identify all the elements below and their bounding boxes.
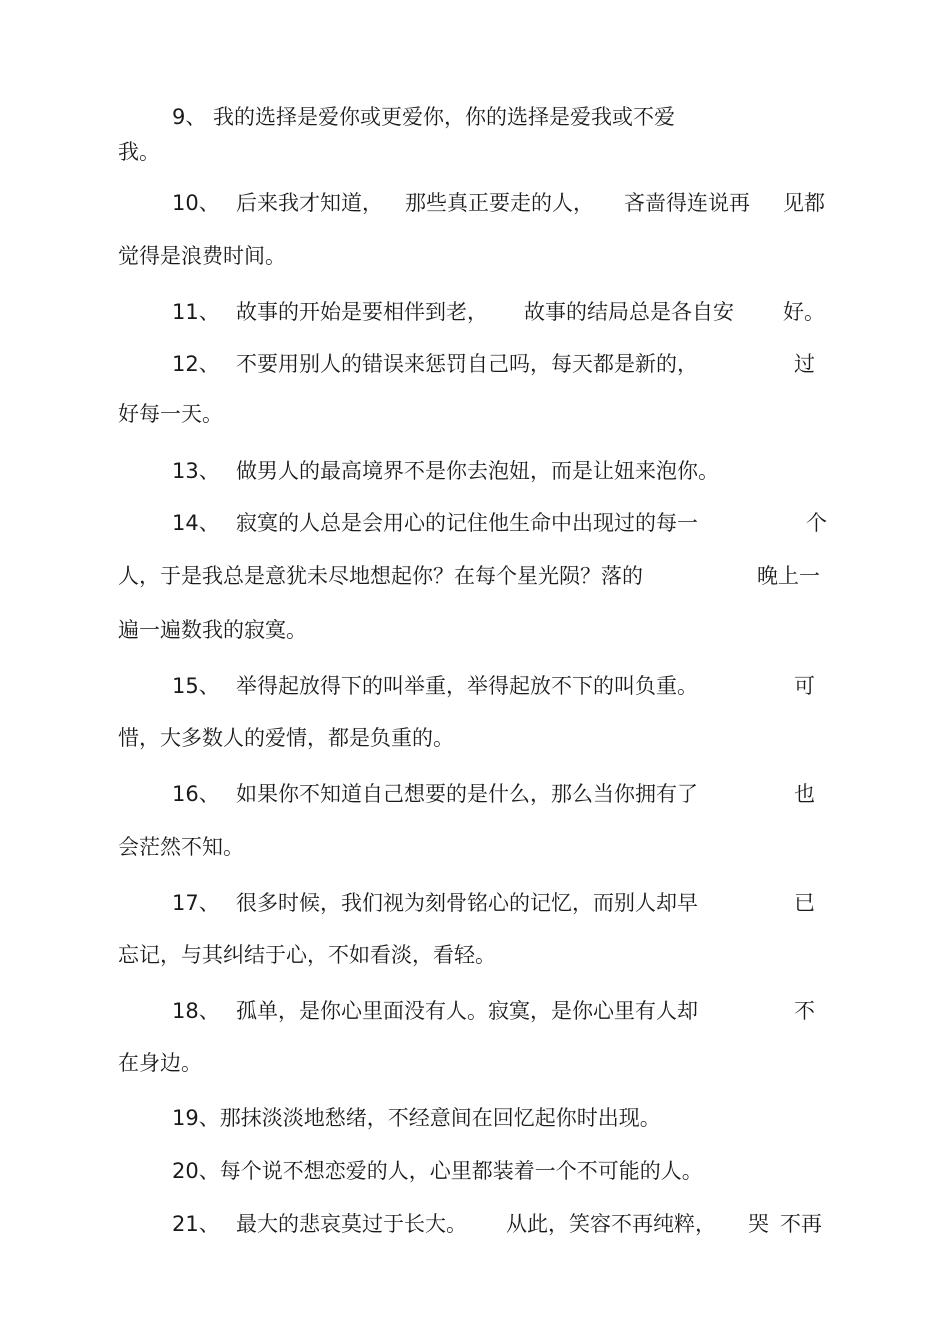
text-segment: 那些真正要走的人，	[405, 191, 594, 215]
text-segment: 从此，笑容不再纯粹，	[506, 1212, 716, 1236]
item-number: 12、	[172, 352, 220, 376]
text-segment: 可	[794, 674, 815, 698]
item-number: 18、	[172, 999, 220, 1023]
text-segment: 如果你不知道自己想要的是什么，那么当你拥有了	[236, 782, 698, 806]
text-line	[0, 1098, 950, 1138]
text-segment: 吝啬得连说再	[624, 191, 750, 215]
text-line	[0, 774, 950, 814]
text-segment: 晚上一	[757, 564, 820, 588]
item-number: 17、	[172, 891, 220, 915]
item-number: 9、	[172, 105, 207, 129]
item-number: 13、	[172, 459, 220, 483]
item-number: 15、	[172, 674, 220, 698]
text-line	[0, 827, 950, 867]
text-line	[0, 503, 950, 543]
text-segment: 人，于是我总是意犹未尽地想起你？在每个星光陨？落的	[118, 564, 643, 588]
text-line	[0, 451, 950, 491]
text-segment: 做男人的最高境界不是你去泡妞，而是让妞来泡你。	[236, 459, 719, 483]
text-segment: 不再	[780, 1212, 822, 1236]
text-line	[0, 97, 950, 137]
text-segment: 过	[794, 352, 815, 376]
text-segment: 好。	[783, 300, 825, 324]
text-segment: 遍一遍数我的寂寞。	[118, 618, 307, 642]
text-line	[0, 394, 950, 434]
text-line	[0, 610, 950, 650]
text-line	[0, 292, 950, 332]
text-segment: 好每一天。	[118, 402, 223, 426]
item-number: 21、	[172, 1212, 220, 1236]
item-number: 14、	[172, 511, 220, 535]
text-line	[0, 183, 950, 223]
text-segment: 会茫然不知。	[118, 835, 244, 859]
text-line	[0, 556, 950, 596]
text-line	[0, 991, 950, 1031]
text-line	[0, 666, 950, 706]
text-segment: 已	[794, 891, 815, 915]
text-segment: 哭	[748, 1212, 769, 1236]
text-segment: 19、那抹淡淡地愁绪，不经意间在回忆起你时出现。	[172, 1106, 661, 1130]
text-line	[0, 1151, 950, 1191]
text-segment: 举得起放得下的叫举重，举得起放不下的叫负重。	[236, 674, 698, 698]
item-number: 16、	[172, 782, 220, 806]
text-segment: 孤单，是你心里面没有人。寂寞，是你心里有人却	[236, 999, 698, 1023]
text-line	[0, 883, 950, 923]
text-segment: 不	[794, 999, 815, 1023]
text-segment: 忘记，与其纠结于心，不如看淡，看轻。	[118, 943, 496, 967]
text-segment: 觉得是浪费时间。	[118, 244, 286, 268]
item-number: 11、	[172, 300, 220, 324]
text-segment: 在身边。	[118, 1051, 202, 1075]
text-segment: 我。	[118, 140, 160, 164]
text-line	[0, 1204, 950, 1244]
text-line	[0, 1043, 950, 1083]
text-segment: 个	[806, 511, 827, 535]
text-segment: 最大的悲哀莫过于长大。	[236, 1212, 467, 1236]
text-segment: 很多时候，我们视为刻骨铭心的记忆，而别人却早	[236, 891, 698, 915]
text-line	[0, 935, 950, 975]
text-segment: 也	[794, 782, 815, 806]
text-line	[0, 132, 950, 172]
text-line	[0, 718, 950, 758]
text-segment: 见都	[783, 191, 825, 215]
text-segment: 惜，大多数人的爱情，都是负重的。	[118, 726, 454, 750]
text-segment: 故事的结局总是各自安	[524, 300, 734, 324]
text-segment: 后来我才知道，	[236, 191, 383, 215]
text-segment: 20、每个说不想恋爱的人，心里都装着一个不可能的人。	[172, 1159, 703, 1183]
text-segment: 故事的开始是要相伴到老，	[236, 300, 488, 324]
text-segment: 不要用别人的错误来惩罚自己吗，每天都是新的，	[236, 352, 698, 376]
text-segment: 我的选择是爱你或更爱你，你的选择是爱我或不爱	[213, 105, 675, 129]
text-line	[0, 236, 950, 276]
item-number: 10、	[172, 191, 220, 215]
text-segment: 寂寞的人总是会用心的记住他生命中出现过的每一	[236, 511, 698, 535]
text-line	[0, 344, 950, 384]
